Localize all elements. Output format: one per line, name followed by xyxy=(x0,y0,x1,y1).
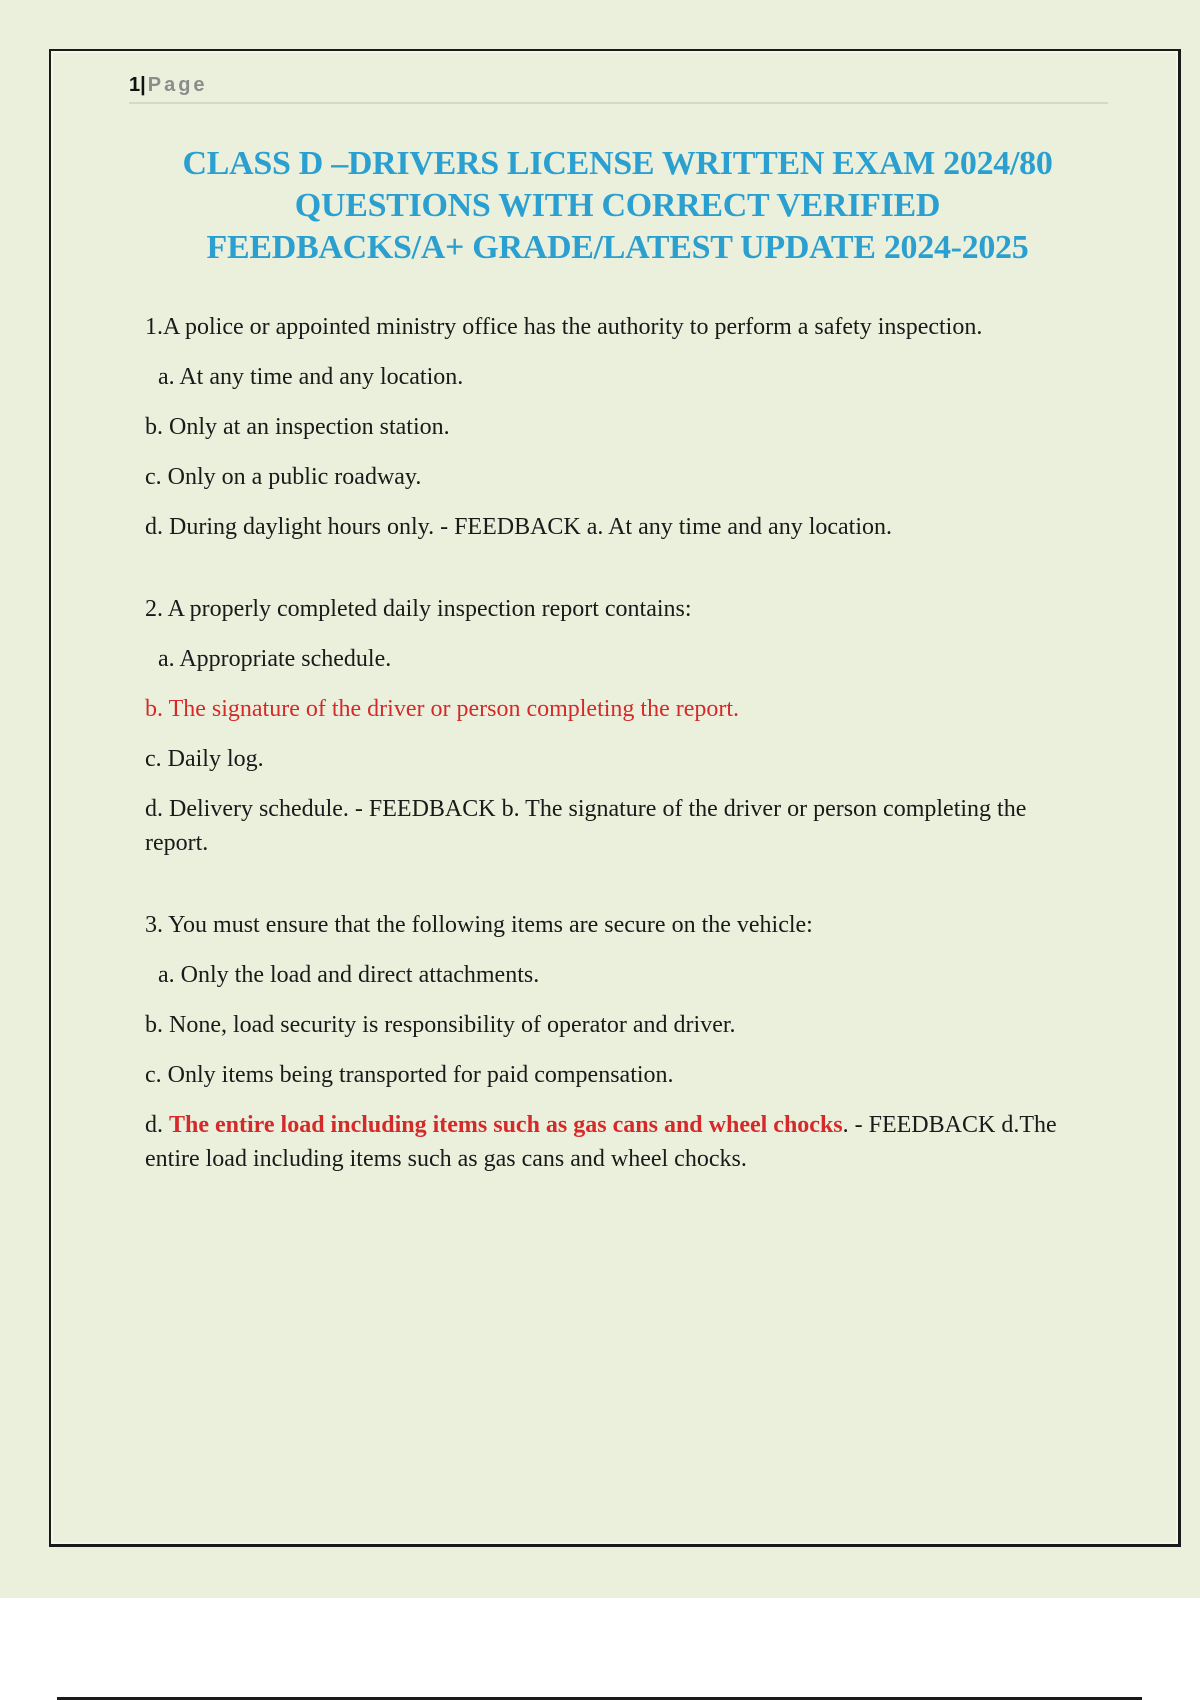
option-c: c. Only on a public roadway. xyxy=(145,464,422,490)
option-d-with-feedback: d. Delivery schedule. - FEEDBACK b. The signature of the driver or person completing the report. xyxy=(145,796,1027,856)
page-number: 1 xyxy=(129,74,141,96)
page-header xyxy=(129,72,1108,104)
option-b-correct: b. The signature of the driver or person completing the report. xyxy=(145,696,740,722)
option-a: a. At any time and any location. xyxy=(158,364,464,390)
title-line-1: CLASS D –DRIVERS LICENSE WRITTEN EXAM 2024/80 xyxy=(182,145,1053,182)
option-a: a. Appropriate schedule. xyxy=(158,646,392,672)
question-2 xyxy=(145,592,1095,860)
option-c: c. Only items being transported for paid compensation. xyxy=(145,1062,674,1088)
option-b: b. None, load security is responsibility of operator and driver. xyxy=(145,1012,736,1038)
title-line-3: FEEDBACKS/A+ GRADE/LATEST UPDATE 2024-2025 xyxy=(206,229,1029,266)
question-stem: 1.A police or appointed ministry office has the authority to perform a safety inspection. xyxy=(145,314,983,340)
option-b: b. Only at an inspection station. xyxy=(145,414,450,440)
title-line-2: QUESTIONS WITH CORRECT VERIFIED xyxy=(294,187,941,224)
question-list xyxy=(145,310,1095,1224)
page-separator: | xyxy=(140,74,146,96)
option-c: c. Daily log. xyxy=(145,746,264,772)
option-d-prefix: d. xyxy=(145,1112,169,1138)
question-1 xyxy=(145,310,1095,544)
option-d-correct-highlight: The entire load including items such as gas cans and wheel chocks xyxy=(169,1112,843,1138)
document-title xyxy=(120,143,1115,269)
option-d-feedback: . - FEEDBACK d.The entire load including items such as gas cans and wheel chocks. xyxy=(145,1112,1057,1172)
option-a: a. Only the load and direct attachments. xyxy=(158,962,540,988)
question-stem: 3. You must ensure that the following items are secure on the vehicle: xyxy=(145,912,813,938)
page-label: Page xyxy=(147,74,208,96)
question-3 xyxy=(145,908,1095,1176)
option-d-with-feedback: d. During daylight hours only. - FEEDBACK a. At any time and any location. xyxy=(145,514,893,540)
option-d-with-feedback xyxy=(145,1108,1095,1176)
question-stem: 2. A properly completed daily inspection report contains: xyxy=(145,596,692,622)
